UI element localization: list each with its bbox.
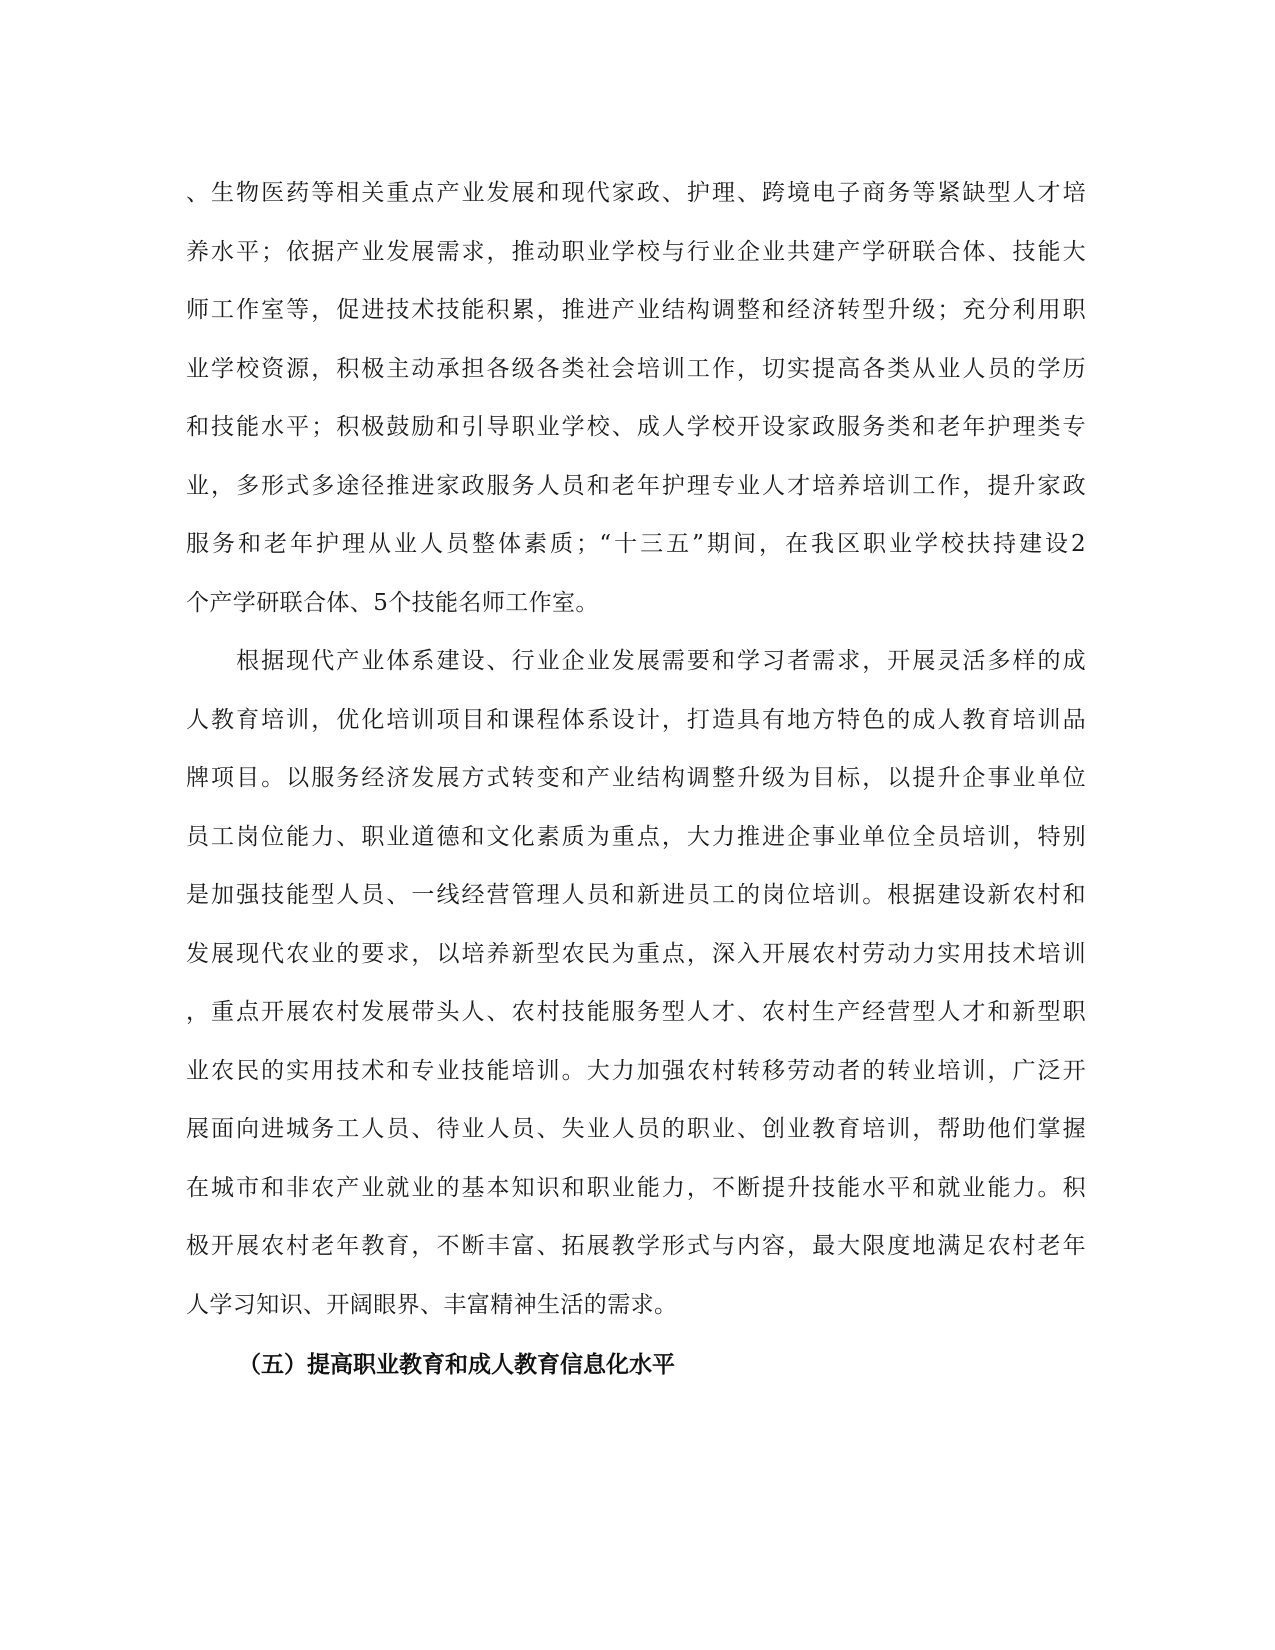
- text-line: 极开展农村老年教育，不断丰富、拓展教学形式与内容，最大限度地满足农村老年: [186, 1233, 1086, 1259]
- text-line: 业学校资源，积极主动承担各级各类社会培训工作，切实提高各类从业人员的学历: [186, 355, 1086, 382]
- text-line: 人教育培训，优化培训项目和课程体系设计，打造具有地方特色的成人教育培训品: [186, 706, 1086, 733]
- text-line: 是加强技能型人员、一线经营管理人员和新进员工的岗位培训。根据建设新农村和: [186, 882, 1086, 908]
- text-line: 员工岗位能力、职业道德和文化素质为重点，大力推进企事业单位全员培训，特别: [186, 823, 1086, 850]
- text-line: 个产学研联合体、5个技能名师工作室。: [186, 589, 599, 616]
- text-line: 在城市和非农产业就业的基本知识和职业能力，不断提升技能水平和就业能力。积: [186, 1174, 1086, 1201]
- text-line: 展面向进城务工人员、待业人员、失业人员的职业、创业教育培训，帮助他们掌握: [186, 1116, 1086, 1142]
- text-line: 、生物医药等相关重点产业发展和现代家政、护理、跨境电子商务等紧缺型人才培: [186, 180, 1086, 206]
- text-line: 根据现代产业体系建设、行业企业发展需要和学习者需求，开展灵活多样的成: [186, 648, 1086, 674]
- text-line: 师工作室等，促进技术技能积累，推进产业结构调整和经济转型升级；充分利用职: [186, 297, 1086, 323]
- paragraph-2: [186, 632, 1086, 1334]
- text-line: 养水平；依据产业发展需求，推动职业学校与行业企业共建产学研联合体、技能大: [186, 238, 1086, 265]
- text-line: 和技能水平；积极鼓励和引导职业学校、成人学校开设家政服务类和老年护理类专: [186, 414, 1086, 440]
- text-line: 业农民的实用技术和专业技能培训。大力加强农村转移劳动者的转业培训，广泛开: [186, 1057, 1086, 1084]
- text-line: 业，多形式多途径推进家政服务人员和老年护理专业人才培养培训工作，提升家政: [186, 472, 1086, 499]
- text-line: ，重点开展农村发展带头人、农村技能服务型人才、农村生产经营型人才和新型职: [186, 999, 1086, 1025]
- section-heading: （五）提高职业教育和成人教育信息化水平: [238, 1352, 675, 1378]
- text-line: 牌项目。以服务经济发展方式转变和产业结构调整升级为目标，以提升企事业单位: [186, 765, 1086, 791]
- text-line: 服务和老年护理从业人员整体素质；“十三五”期间，在我区职业学校扶持建设2: [186, 531, 1086, 557]
- paragraph-1: [186, 164, 1086, 632]
- text-line: 发展现代农业的要求，以培养新型农民为重点，深入开展农村劳动力实用技术培训: [186, 940, 1086, 967]
- text-line: 人学习知识、开阔眼界、丰富精神生活的需求。: [186, 1291, 678, 1318]
